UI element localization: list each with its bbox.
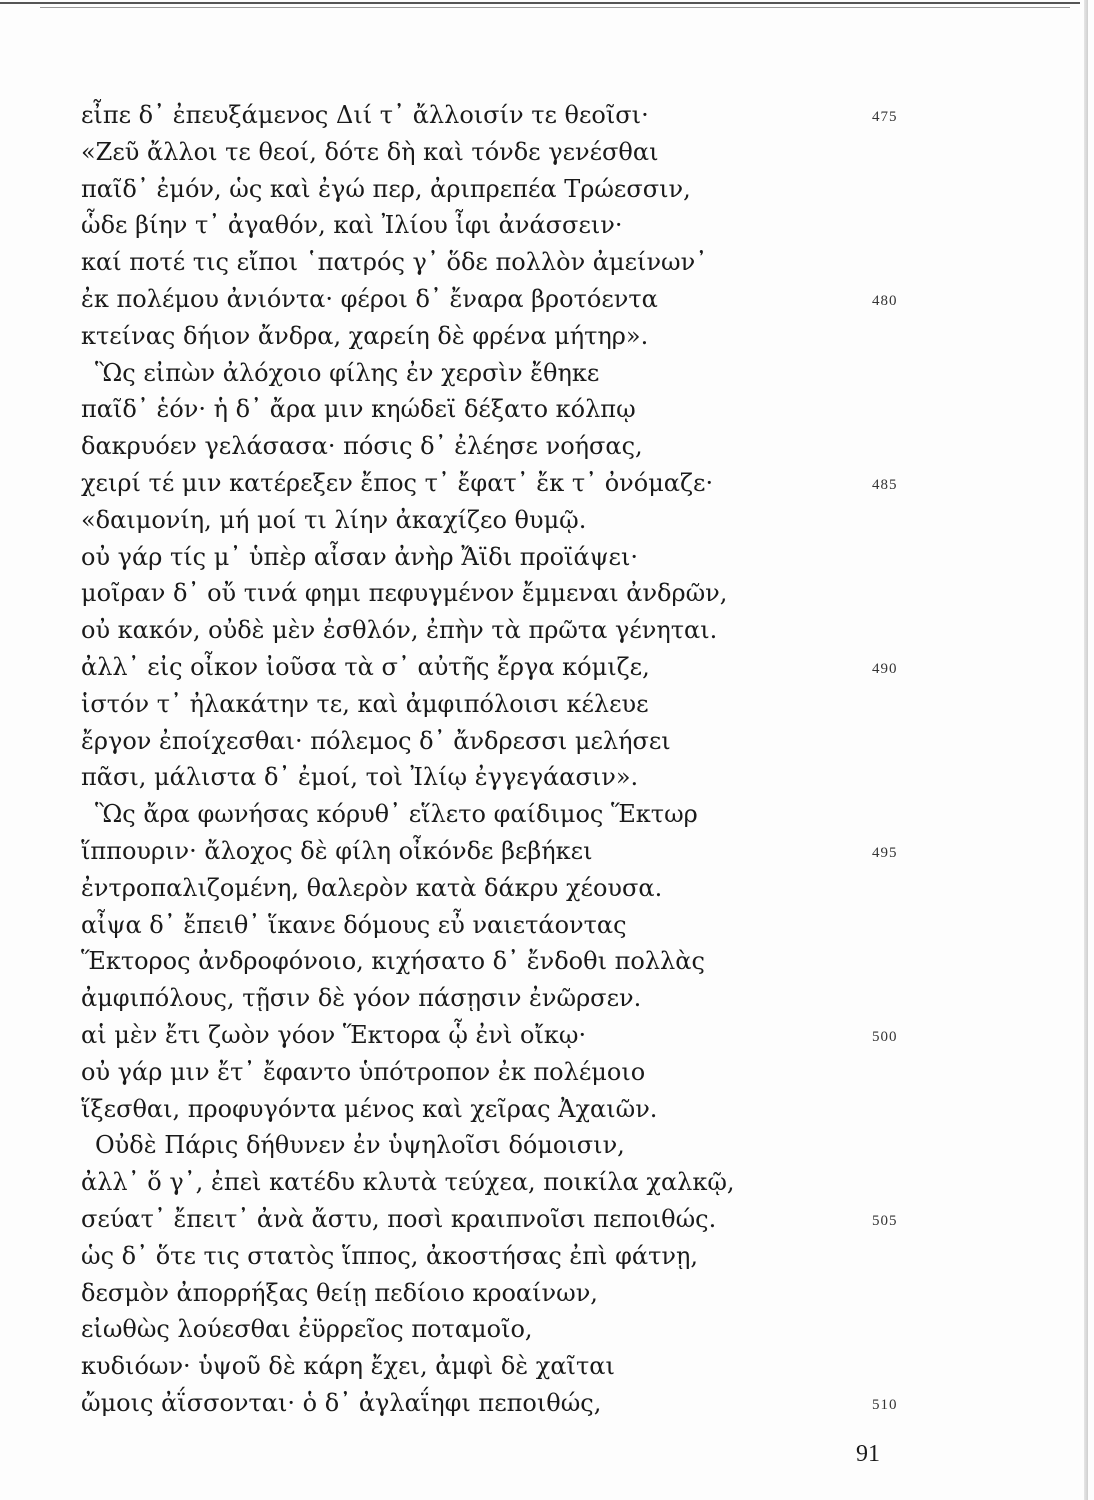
verse-line xyxy=(0,428,1094,465)
verse-text: Ὣς ἄρα φωνήσας κόρυθ᾽ εἵλετο φαίδιμος Ἕκτωρ xyxy=(95,800,698,829)
verse-text: Οὐδὲ Πάρις δήθυνεν ἐν ὑψηλοῖσι δόμοισιν, xyxy=(95,1131,625,1160)
verse-text: αἶψα δ᾽ ἔπειθ᾽ ἵκανε δόμους εὖ ναιετάοντας xyxy=(81,910,627,939)
line-number: 500 xyxy=(872,1028,898,1045)
verse-line xyxy=(0,391,1094,428)
verse-line xyxy=(0,318,1094,355)
verse-line xyxy=(0,207,1094,244)
verse-line xyxy=(0,97,1094,134)
verse-line xyxy=(0,1201,1094,1238)
verse-line xyxy=(0,1348,1094,1385)
verse-text: παῖδ᾽ ἐμόν, ὡς καὶ ἐγώ περ, ἀριπρεπέα Τρώεσσιν, xyxy=(81,174,691,203)
line-number: 490 xyxy=(872,660,898,677)
verse-text: εἰωθὼς λούεσθαι ἐϋρρεῖος ποταμοῖο, xyxy=(81,1315,533,1344)
line-number: 505 xyxy=(872,1212,898,1229)
verse-line xyxy=(0,759,1094,796)
verse-text: εἶπε δ᾽ ἐπευξάμενος Διί τ᾽ ἄλλοισίν τε θεοῖσι· xyxy=(81,101,649,129)
verse-line xyxy=(0,686,1094,723)
verse-text: σεύατ᾽ ἔπειτ᾽ ἀνὰ ἄστυ, ποσὶ κραιπνοῖσι πεποιθώς. xyxy=(81,1204,717,1233)
verse-line xyxy=(0,502,1094,539)
verse-line xyxy=(0,1311,1094,1348)
page-number: 91 xyxy=(856,1441,880,1467)
line-number: 475 xyxy=(872,109,898,125)
verse-text: δακρυόεν γελάσασα· πόσις δ᾽ ἐλέησε νοήσας, xyxy=(81,432,643,461)
verse-text: «δαιμονίη, μή μοί τι λίην ἀκαχίζεο θυμῷ. xyxy=(81,505,587,534)
top-scan-edge-inner xyxy=(40,7,1070,8)
verse-text: κτείνας δήιον ἄνδρα, χαρείη δὲ φρένα μήτηρ». xyxy=(81,321,649,350)
verse-line xyxy=(0,833,1094,870)
verse-text: οὐ κακόν, οὐδὲ μὲν ἐσθλόν, ἐπὴν τὰ πρῶτα γένηται. xyxy=(81,616,718,645)
verse-line xyxy=(0,1385,1094,1422)
verse-line xyxy=(0,1054,1094,1091)
verse-text: καί ποτέ τις εἴποι ῾πατρός γ᾽ ὅδε πολλὸν ἀμείνων᾽ xyxy=(81,248,708,277)
verse-line xyxy=(0,870,1094,907)
verse-text: αἱ μὲν ἔτι ζωὸν γόον Ἕκτορα ᾧ ἐνὶ οἴκῳ· xyxy=(81,1020,587,1049)
verse-line xyxy=(0,281,1094,318)
verse-text: οὐ γάρ τίς μ᾽ ὑπὲρ αἶσαν ἀνὴρ Ἄϊδι προϊάψει· xyxy=(81,542,639,571)
verse-line xyxy=(0,612,1094,649)
verse-line xyxy=(0,134,1094,171)
verse-line xyxy=(0,539,1094,576)
line-number: 495 xyxy=(872,844,898,861)
verse-text: ἔργον ἐποίχεσθαι· πόλεμος δ᾽ ἄνδρεσσι μελήσει xyxy=(81,726,671,755)
verse-line xyxy=(0,1238,1094,1275)
line-number: 510 xyxy=(872,1396,898,1413)
verse-text: ἵππουριν· ἄλοχος δὲ φίλη οἶκόνδε βεβήκει xyxy=(81,836,593,865)
verse-text: «Ζεῦ ἄλλοι τε θεοί, δότε δὴ καὶ τόνδε γενέσθαι xyxy=(81,137,659,166)
verse-text: μοῖραν δ᾽ οὔ τινά φημι πεφυγμένον ἔμμεναι ἀνδρῶν, xyxy=(81,579,728,608)
verse-text: ἀλλ᾽ εἰς οἶκον ἰοῦσα τὰ σ᾽ αὐτῆς ἔργα κόμιζε, xyxy=(81,652,650,681)
top-scan-edge xyxy=(0,2,1080,4)
verse-text: κυδιόων· ὑψοῦ δὲ κάρη ἔχει, ἀμφὶ δὲ χαῖται xyxy=(81,1352,615,1381)
line-number: 480 xyxy=(872,292,898,309)
verse-line xyxy=(0,465,1094,502)
verse-text: δεσμὸν ἀπορρήξας θείῃ πεδίοιο κροαίνων, xyxy=(81,1278,598,1307)
verse-line xyxy=(0,943,1094,980)
verse-text: Ἕκτορος ἀνδροφόνοιο, κιχήσατο δ᾽ ἔνδοθι πολλὰς xyxy=(81,947,705,976)
verse-text: ὧδε βίην τ᾽ ἀγαθόν, καὶ Ἰλίου ἶφι ἀνάσσειν· xyxy=(81,211,623,240)
verse-text: ἵξεσθαι, προφυγόντα μένος καὶ χεῖρας Ἀχαιῶν. xyxy=(81,1094,658,1123)
verse-line xyxy=(0,980,1094,1017)
verse-line xyxy=(0,1164,1094,1201)
verse-text: ἐκ πολέμου ἀνιόντα· φέροι δ᾽ ἔναρα βροτόεντα xyxy=(81,284,658,313)
verse-block xyxy=(0,97,1094,1422)
verse-text: Ὣς εἰπὼν ἀλόχοιο φίλης ἐν χερσὶν ἔθηκε xyxy=(95,358,600,387)
verse-line xyxy=(0,796,1094,833)
verse-line xyxy=(0,723,1094,760)
verse-text: οὐ γάρ μιν ἔτ᾽ ἔφαντο ὑπότροπον ἐκ πολέμοιο xyxy=(81,1057,646,1086)
verse-line xyxy=(0,171,1094,208)
verse-text: χειρί τέ μιν κατέρεξεν ἔπος τ᾽ ἔφατ᾽ ἔκ τ᾽ ὀνόμαζε· xyxy=(81,468,714,497)
verse-text: ἀλλ᾽ ὅ γ᾽, ἐπεὶ κατέδυ κλυτὰ τεύχεα, ποικίλα χαλκῷ, xyxy=(81,1168,735,1197)
verse-line xyxy=(0,355,1094,392)
verse-line xyxy=(0,244,1094,281)
verse-line xyxy=(0,1127,1094,1164)
verse-text: παῖδ᾽ ἑόν· ἡ δ᾽ ἄρα μιν κηώδεϊ δέξατο κόλπῳ xyxy=(81,395,636,424)
verse-line xyxy=(0,1017,1094,1054)
verse-text: ἐντροπαλιζομένη, θαλερὸν κατὰ δάκρυ χέουσα. xyxy=(81,873,663,902)
verse-line xyxy=(0,649,1094,686)
verse-text: ὤμοις ἀΐσσονται· ὁ δ᾽ ἀγλαΐηφι πεποιθώς, xyxy=(81,1388,602,1417)
verse-line xyxy=(0,575,1094,612)
verse-text: πᾶσι, μάλιστα δ᾽ ἐμοί, τοὶ Ἰλίῳ ἐγγεγάασιν». xyxy=(81,763,639,792)
verse-line xyxy=(0,907,1094,944)
verse-text: ἱστόν τ᾽ ἠλακάτην τε, καὶ ἀμφιπόλοισι κέλευε xyxy=(81,689,649,718)
verse-line xyxy=(0,1091,1094,1128)
verse-text: ὡς δ᾽ ὅτε τις στατὸς ἵππος, ἀκοστήσας ἐπὶ φάτνῃ, xyxy=(81,1241,698,1270)
verse-text: ἀμφιπόλους, τῇσιν δὲ γόον πάσῃσιν ἐνῶρσεν. xyxy=(81,984,642,1013)
verse-line xyxy=(0,1275,1094,1312)
line-number: 485 xyxy=(872,476,898,493)
